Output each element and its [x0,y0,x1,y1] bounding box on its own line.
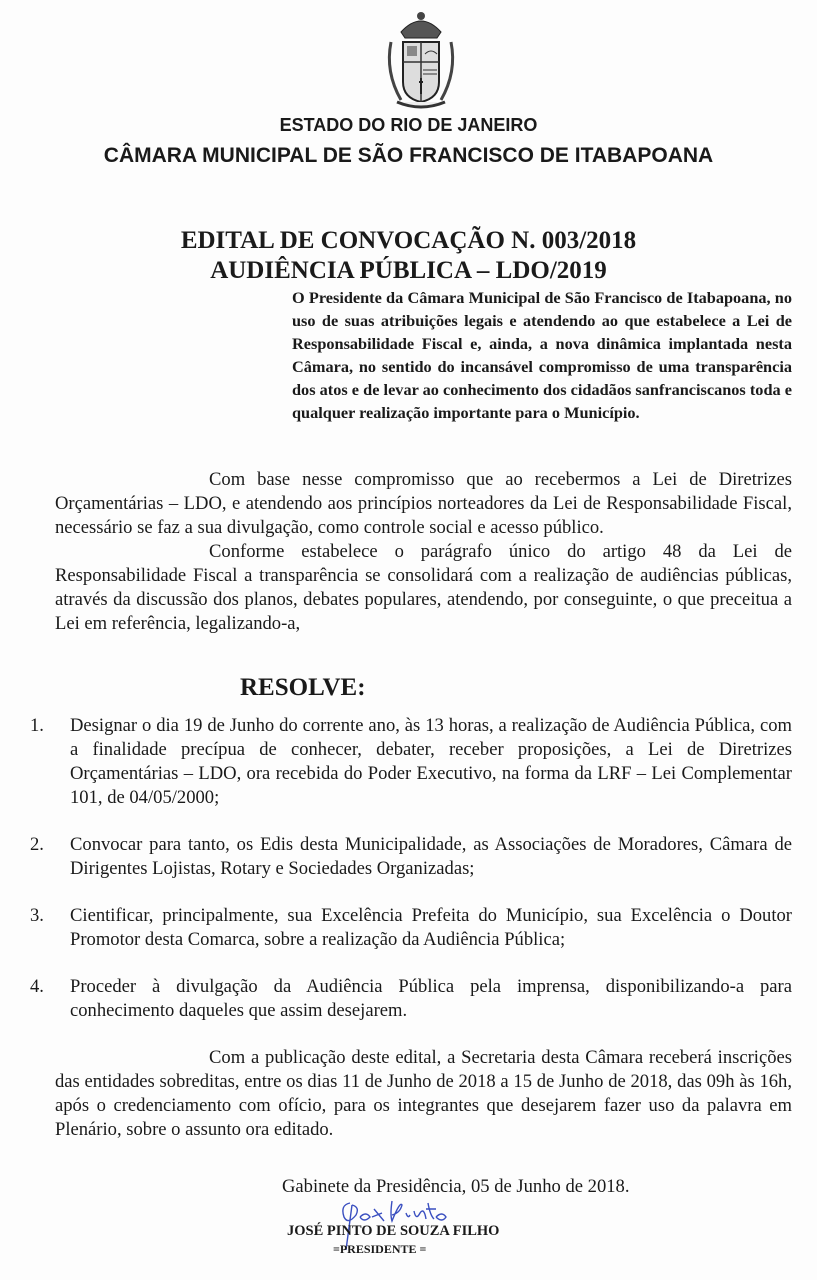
item-number: 2. [30,834,44,855]
item-number: 1. [30,715,44,736]
title-line-1: EDITAL DE CONVOCAÇÃO N. 003/2018 [180,227,637,254]
list-item [30,714,792,810]
item-text: Convocar para tanto, os Edis desta Municipalidade, as Associações de Moradores, Câmara de Dirigentes Lojistas, Rotary e Sociedades Organizadas; [70,834,792,879]
closing-paragraph: Com a publicação deste edital, a Secretaria desta Câmara receberá inscrições das entidades sobreditas, entre os dias 11 de Junho de 2018 a 15 de Junho de 2018, das 09h às 16h, após o credenciamento com ofício, para os integrantes que desejarem fazer uso da palavra em Plenário, sobre o assunto ora editado. [55,1047,792,1140]
preamble [55,468,792,636]
resolution-list [30,714,792,1046]
intro-paragraph: O Presidente da Câmara Municipal de São Francisco de Itabapoana, no uso de suas atribuições legais e atendendo ao que estabelece a Lei de Responsabilidade Fiscal e, ainda, a nova dinâmica implantada nesta Câmara, no sentido do incansável compromisso de uma transparência dos atos e de levar ao conhecimento dos cidadãos sanfranciscanos toda e qualquer realização importante para o Município. [292,288,792,422]
list-item [30,975,792,1023]
place-date: Gabinete da Presidência, 05 de Junho de 2018. [282,1176,630,1197]
signatory-name: JOSÉ PINTO DE SOUZA FILHO [287,1223,500,1239]
paragraph: Conforme estabelece o parágrafo único do artigo 48 da Lei de Responsabilidade Fiscal a transparência se consolidará com a realização de audiências públicas, através da discussão dos planos, debates populares, atendendo, por conseguinte, o que preceitua a Lei em referência, legalizando-a, [55,541,792,634]
title-line-2: AUDIÊNCIA PÚBLICA – LDO/2019 [210,257,607,284]
document-title [0,226,817,286]
state-heading: ESTADO DO RIO DE JANEIRO [279,115,538,135]
list-item [30,904,792,952]
item-text: Proceder à divulgação da Audiência Pública pela imprensa, disponibilizando-a para conhecimento daqueles que assim desejarem. [70,976,792,1021]
list-item [30,833,792,881]
resolve-heading: RESOLVE: [240,674,366,701]
item-number: 4. [30,976,44,997]
paragraph: Com base nesse compromisso que ao recebermos a Lei de Diretrizes Orçamentárias – LDO, e atendendo aos princípios norteadores da Lei de Responsabilidade Fiscal, necessário se faz a sua divulgação, como controle social e acesso público. [55,469,792,538]
item-number: 3. [30,905,44,926]
item-text: Designar o dia 19 de Junho do corrente ano, às 13 horas, a realização de Audiência Pública, com a finalidade precípua de conhecer, debater, receber proposições, a Lei de Diretrizes Orçamentárias – LDO, ora recebida do Poder Executivo, na forma da LRF – Lei Complementar 101, de 04/05/2000; [70,715,792,808]
chamber-heading: CÂMARA MUNICIPAL DE SÃO FRANCISCO DE ITABAPOANA [103,144,714,167]
item-text: Cientificar, principalmente, sua Excelência Prefeita do Município, sua Excelência o Doutor Promotor desta Comarca, sobre a realização da Audiência Pública; [70,905,792,950]
coat-of-arms-icon [383,2,459,110]
closing [55,1046,792,1142]
signatory-role: =PRESIDENTE = [333,1242,427,1256]
